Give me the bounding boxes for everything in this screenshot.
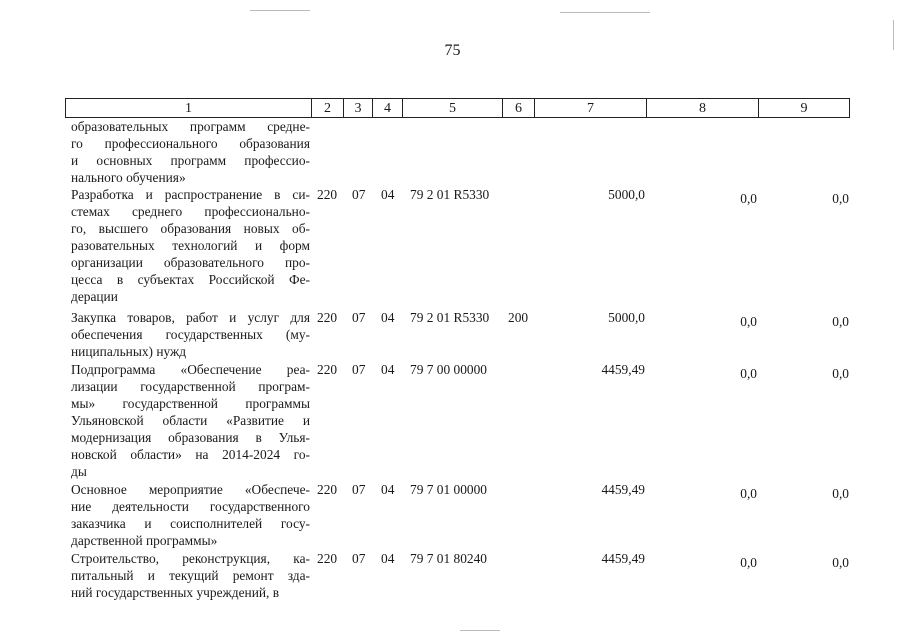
scan-artifact	[250, 10, 310, 11]
row-col5-value: 79 7 00 00000	[410, 362, 487, 377]
row-col2-value: 220	[317, 362, 338, 377]
row-name-line: ние деятельности государственного	[71, 499, 310, 514]
row-col7-value: 4459,49	[601, 551, 645, 566]
row-col2-value: 220	[317, 482, 338, 497]
row-name-cell	[71, 550, 310, 601]
header-col-2: 2	[311, 98, 344, 118]
row-name-line: го, высшего образования новых об-	[71, 221, 310, 236]
row-name-line: разовательных технологий и форм	[71, 238, 310, 253]
row-col5-value: 79 7 01 80240	[410, 551, 487, 566]
row-name-line: ний государственных учреждений, в	[71, 585, 280, 600]
row-name-cell	[71, 186, 310, 305]
row-name-cell	[71, 361, 310, 480]
row-col7-value: 5000,0	[608, 187, 645, 202]
row-col2-value: 220	[317, 310, 338, 325]
header-col-9: 9	[758, 98, 850, 118]
row-name-line: Разработка и распространение в си-	[71, 187, 310, 202]
row-col9-value: 0,0	[832, 191, 849, 206]
row-col4-value: 04	[381, 362, 395, 377]
row-col7-value: 5000,0	[608, 310, 645, 325]
row-col8-value: 0,0	[740, 314, 757, 329]
row-col3-value: 07	[352, 551, 366, 566]
row-name-line: нального обучения»	[71, 170, 186, 185]
row-name-line: Ульяновской области «Развитие и	[71, 413, 310, 428]
row-col5-value: 79 7 01 00000	[410, 482, 487, 497]
row-col7-value: 4459,49	[601, 482, 645, 497]
row-name-line: Закупка товаров, работ и услуг для	[71, 310, 310, 325]
row-name-line: Подпрограмма «Обеспечение реа-	[71, 362, 310, 377]
row-name-line: новской области» на 2014-2024 го-	[71, 447, 310, 462]
row-name-line: дерации	[71, 289, 118, 304]
header-col-7: 7	[534, 98, 647, 118]
row-name-line: дарственной программы»	[71, 533, 218, 548]
row-col3-value: 07	[352, 362, 366, 377]
row-name-line: организации образовательного про-	[71, 255, 310, 270]
row-col2-value: 220	[317, 551, 338, 566]
row-col8-value: 0,0	[740, 366, 757, 381]
row-name-line: Строительство, реконструкция, ка-	[71, 551, 310, 566]
row-col4-value: 04	[381, 310, 395, 325]
header-col-1: 1	[65, 98, 312, 118]
row-name-line: стемах среднего профессионально-	[71, 204, 310, 219]
scan-artifact	[893, 20, 894, 50]
row-col3-value: 07	[352, 187, 366, 202]
row-col4-value: 04	[381, 482, 395, 497]
row-col9-value: 0,0	[832, 314, 849, 329]
row-col8-value: 0,0	[740, 191, 757, 206]
row-col8-value: 0,0	[740, 486, 757, 501]
row-name-line: цесса в субъектах Российской Фе-	[71, 272, 310, 287]
row-col9-value: 0,0	[832, 366, 849, 381]
row-col6-value: 200	[508, 310, 529, 325]
header-col-5: 5	[402, 98, 503, 118]
scan-artifact	[560, 12, 650, 13]
row-name-line: образовательных программ средне-	[71, 119, 310, 134]
row-name-line: ниципальных) нужд	[71, 344, 187, 359]
header-col-8: 8	[646, 98, 759, 118]
row-name-line: Основное мероприятие «Обеспече-	[71, 482, 310, 497]
row-col9-value: 0,0	[832, 555, 849, 570]
row-name-line: ды	[71, 464, 87, 479]
row-name-line: заказчика и соисполнителей госу-	[71, 516, 310, 531]
row-name-line: го профессионального образования	[71, 136, 310, 151]
row-col5-value: 79 2 01 R5330	[410, 187, 490, 202]
header-col-3: 3	[343, 98, 373, 118]
row-col9-value: 0,0	[832, 486, 849, 501]
header-col-4: 4	[372, 98, 403, 118]
scan-artifact	[460, 630, 500, 631]
row-name-line: обеспечения государственных (му-	[71, 327, 310, 342]
row-name-line: и основных программ профессио-	[71, 153, 310, 168]
row-col4-value: 04	[381, 187, 395, 202]
row-col2-value: 220	[317, 187, 338, 202]
row-name-cell	[71, 118, 310, 186]
row-col5-value: 79 2 01 R5330	[410, 310, 490, 325]
header-col-6: 6	[502, 98, 535, 118]
row-name-line: мы» государственной программы	[71, 396, 310, 411]
row-name-cell	[71, 481, 310, 549]
row-col3-value: 07	[352, 310, 366, 325]
row-col3-value: 07	[352, 482, 366, 497]
row-name-line: питальный и текущий ремонт зда-	[71, 568, 310, 583]
row-col7-value: 4459,49	[601, 362, 645, 377]
row-name-line: лизации государственной програм-	[71, 379, 310, 394]
row-name-cell	[71, 309, 310, 360]
row-name-line: модернизация образования в Улья-	[71, 430, 310, 445]
page-number: 75	[444, 42, 461, 59]
row-col8-value: 0,0	[740, 555, 757, 570]
row-col4-value: 04	[381, 551, 395, 566]
